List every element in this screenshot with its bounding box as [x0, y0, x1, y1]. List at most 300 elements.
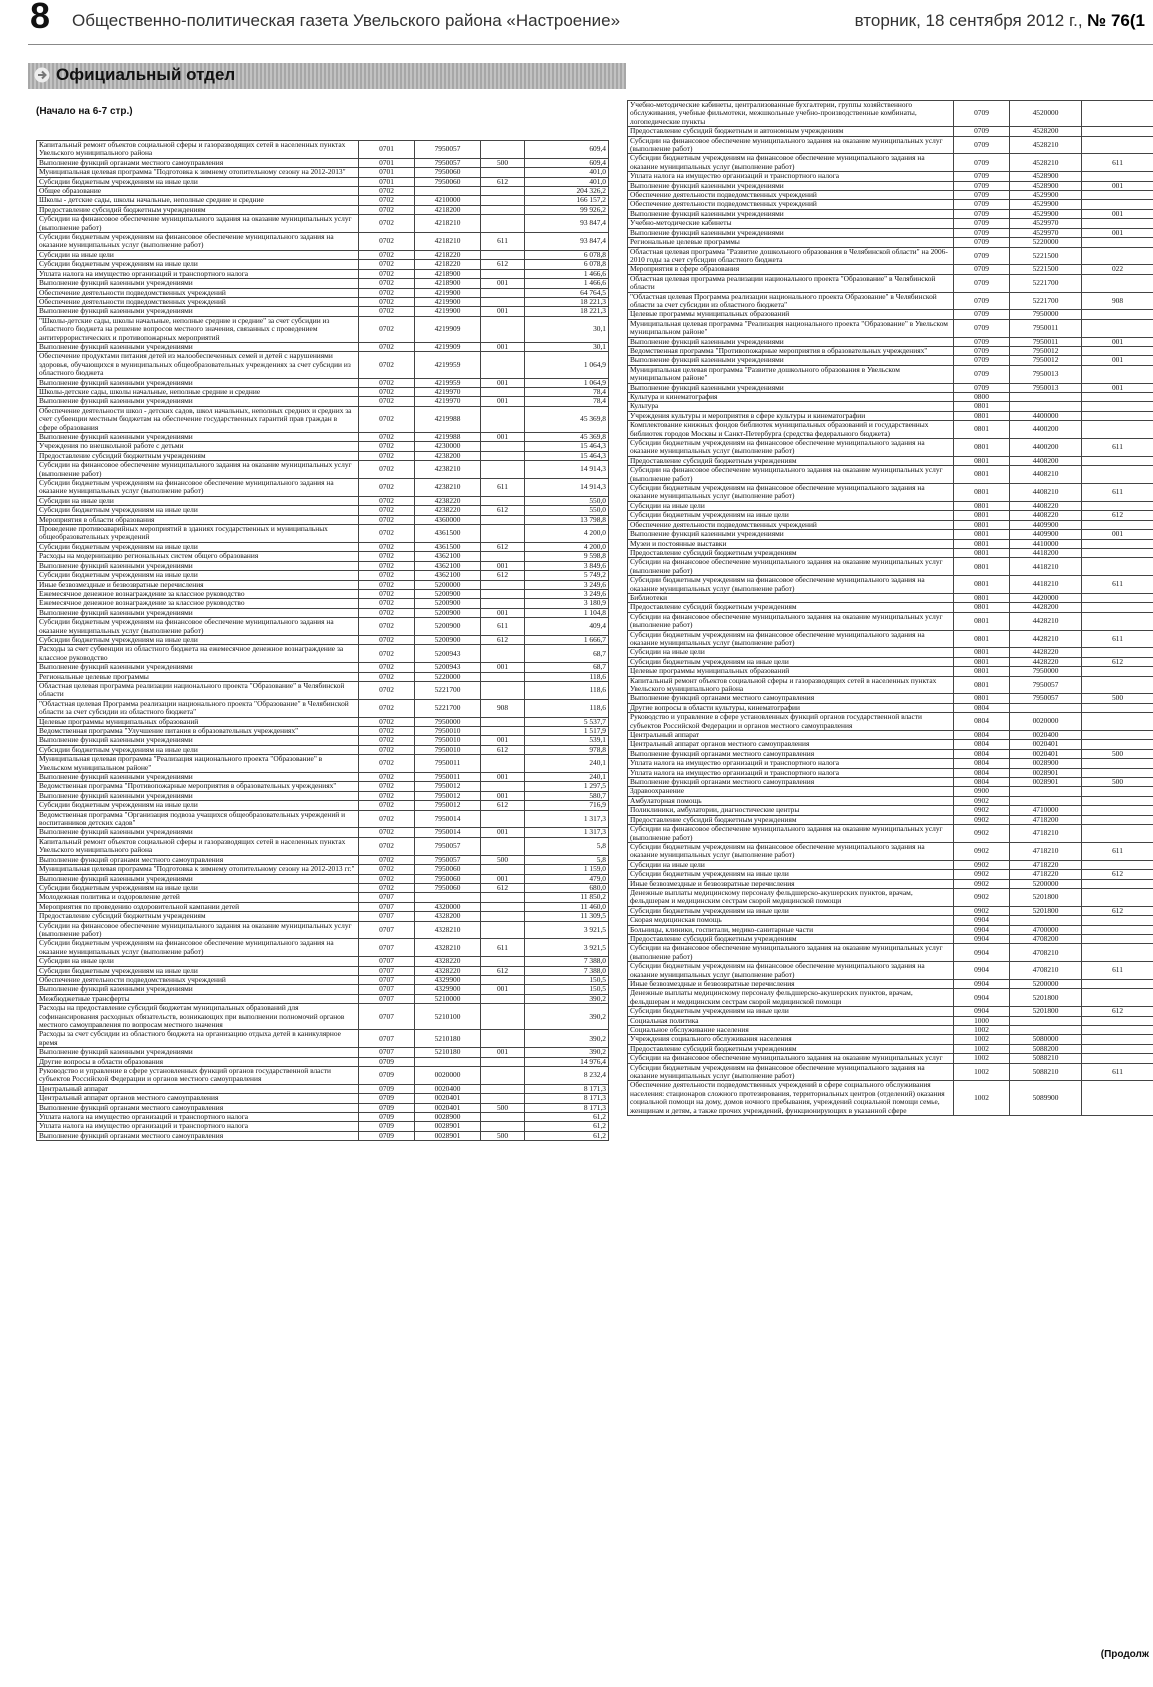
- target-code-cell: 4529970: [1010, 228, 1082, 237]
- amount-cell: 680,0: [525, 883, 609, 892]
- table-row: [37, 1131, 609, 1140]
- table-row: [628, 292, 1153, 310]
- table-row: [628, 191, 1153, 200]
- expense-type-cell: [1082, 501, 1153, 510]
- target-code-cell: 5201800: [1010, 989, 1082, 1007]
- item-name-cell: Обеспечение деятельности подведомственных учреждений в сфере социального обслуживания населения: стационаров сложного протезирования, территориальных центров (отделений) оказания социальной помощи на дому, домов ночного пребывания, учреждений социальной помощи семье, женщинам и детям, а также прочих учреждений, функционирующих в указанной сфере: [628, 1081, 954, 1116]
- item-name-cell: Субсидии бюджетным учреждениям на финансовое обеспечение муниципального задания на оказание муниципальных услуг (выполнение работ): [628, 154, 954, 172]
- item-name-cell: Выполнение функций органами местного самоуправления: [628, 749, 954, 758]
- item-name-cell: Предоставление субсидий бюджетным и автономным учреждениям: [628, 127, 954, 136]
- target-code-cell: [415, 187, 481, 196]
- section-code-cell: 0702: [359, 196, 415, 205]
- item-name-cell: Предоставление субсидий бюджетным учреждениям: [628, 603, 954, 612]
- item-name-cell: Руководство и управление в сфере установленных функций органов государственной власти субъектов Российской Федерации и органов местного самоуправления: [37, 1067, 359, 1085]
- amount-cell: 1 466,6: [525, 269, 609, 278]
- expense-type-cell: [481, 406, 525, 432]
- table-row: [628, 989, 1153, 1007]
- expense-type-cell: [1082, 1016, 1153, 1025]
- expense-type-cell: [1082, 219, 1153, 228]
- header-rule: [28, 44, 1153, 45]
- expense-type-cell: [1082, 393, 1153, 402]
- section-code-cell: 0801: [954, 484, 1010, 502]
- amount-cell: 8 171,3: [525, 1094, 609, 1103]
- issue-number: № 76(1: [1087, 11, 1145, 30]
- item-name-cell: Учебно-методические кабинеты: [628, 219, 954, 228]
- table-row: [37, 378, 609, 387]
- expense-type-cell: 001: [481, 791, 525, 800]
- expense-type-cell: 611: [1082, 484, 1153, 502]
- item-name-cell: Выполнение функций казенными учреждениями: [37, 828, 359, 837]
- item-name-cell: Социальное обслуживание населения: [628, 1026, 954, 1035]
- item-name-cell: "Областная целевая Программа реализации национального проекта "Образование" в Челябинской области за счет субсидии из областного бюджета": [37, 699, 359, 717]
- expense-type-cell: 612: [481, 883, 525, 892]
- item-name-cell: Школы-детские сады, школы начальные, неполные средние и средние: [37, 387, 359, 396]
- section-code-cell: 0709: [954, 154, 1010, 172]
- item-name-cell: Выполнение функций казенными учреждениями: [628, 209, 954, 218]
- table-row: [628, 944, 1153, 962]
- table-row: [628, 778, 1153, 787]
- section-code-cell: 0707: [359, 893, 415, 902]
- target-code-cell: 5088210: [1010, 1054, 1082, 1063]
- item-name-cell: Школы - детские сады, школы начальные, неполные средние и средние: [37, 196, 359, 205]
- target-code-cell: 4718210: [1010, 842, 1082, 860]
- expense-type-cell: [481, 672, 525, 681]
- expense-type-cell: [481, 141, 525, 159]
- target-code-cell: 5200900: [415, 599, 481, 608]
- item-name-cell: Другие вопросы в области образования: [37, 1057, 359, 1066]
- table-row: [628, 411, 1153, 420]
- expense-type-cell: [481, 461, 525, 479]
- amount-cell: 93 847,4: [525, 233, 609, 251]
- section-code-cell: 0702: [359, 542, 415, 551]
- amount-cell: 6 078,8: [525, 250, 609, 259]
- expense-type-cell: 001: [1082, 228, 1153, 237]
- expense-type-cell: 001: [481, 985, 525, 994]
- target-code-cell: 5200900: [415, 608, 481, 617]
- expense-type-cell: [1082, 456, 1153, 465]
- target-code-cell: 0020401: [1010, 749, 1082, 758]
- item-name-cell: Региональные целевые программы: [37, 672, 359, 681]
- target-code-cell: 4428220: [1010, 657, 1082, 666]
- section-code-cell: 0800: [954, 393, 1010, 402]
- item-name-cell: Региональные целевые программы: [628, 238, 954, 247]
- table-row: [37, 782, 609, 791]
- expense-type-cell: [481, 552, 525, 561]
- target-code-cell: 5088210: [1010, 1063, 1082, 1081]
- table-row: [628, 888, 1153, 906]
- expense-type-cell: 612: [481, 177, 525, 186]
- amount-cell: 401,0: [525, 177, 609, 186]
- expense-type-cell: 611: [1082, 576, 1153, 594]
- item-name-cell: Капитальный ремонт объектов социальной сферы и газоразводящих сетей в населенных пунктах Увельского муниципального района: [628, 676, 954, 694]
- item-name-cell: Субсидии на иные цели: [628, 860, 954, 869]
- amount-cell: 390,2: [525, 1004, 609, 1030]
- expense-type-cell: 500: [1082, 749, 1153, 758]
- section-code-cell: 0801: [954, 593, 1010, 602]
- expense-type-cell: [1082, 346, 1153, 355]
- expense-type-cell: [1082, 815, 1153, 824]
- table-row: [37, 985, 609, 994]
- table-row: [628, 501, 1153, 510]
- table-row: [37, 663, 609, 672]
- item-name-cell: Выполнение функций казенными учреждениями: [37, 663, 359, 672]
- item-name-cell: Капитальный ремонт объектов социальной сферы и газоразводящих сетей в населенных пунктах Увельского муниципального района: [37, 837, 359, 855]
- table-row: [628, 768, 1153, 777]
- target-code-cell: [1010, 402, 1082, 411]
- section-code-cell: 0702: [359, 645, 415, 663]
- amount-cell: 61,2: [525, 1131, 609, 1140]
- item-name-cell: Ведомственная программа "Противопожарные мероприятия в образовательных учреждениях": [628, 346, 954, 355]
- expense-type-cell: 500: [481, 158, 525, 167]
- item-name-cell: Выполнение функций казенными учреждениями: [37, 342, 359, 351]
- table-row: [37, 187, 609, 196]
- target-code-cell: 4328210: [415, 939, 481, 957]
- table-row: [37, 837, 609, 855]
- table-row: [37, 681, 609, 699]
- section-code-cell: 0801: [954, 456, 1010, 465]
- expense-type-cell: 001: [481, 773, 525, 782]
- amount-cell: 5,8: [525, 855, 609, 864]
- expense-type-cell: [1082, 648, 1153, 657]
- target-code-cell: 0020000: [1010, 713, 1082, 731]
- amount-cell: 7 388,0: [525, 957, 609, 966]
- table-row: [628, 209, 1153, 218]
- item-name-cell: Ведомственная программа "Организация подвоза учащихся общеобразовательных учреждений и воспитанников детских садов": [37, 810, 359, 828]
- item-name-cell: Денежные выплаты медицинскому персоналу фельдшерско-акушерских пунктов, врачам, фельдшерам и медицинским сестрам скорой медицинской помощи: [628, 888, 954, 906]
- target-code-cell: 4238220: [415, 506, 481, 515]
- target-code-cell: 4520000: [1010, 101, 1082, 127]
- expense-type-cell: 001: [481, 307, 525, 316]
- section-code-cell: 0702: [359, 791, 415, 800]
- section-code-cell: 0702: [359, 717, 415, 726]
- expense-type-cell: [481, 599, 525, 608]
- table-row: [628, 694, 1153, 703]
- section-code-cell: 0709: [359, 1103, 415, 1112]
- table-row: [37, 828, 609, 837]
- target-code-cell: 4219959: [415, 352, 481, 378]
- section-code-cell: 0801: [954, 548, 1010, 557]
- item-name-cell: Здравоохранение: [628, 787, 954, 796]
- table-row: [628, 860, 1153, 869]
- amount-cell: 1 466,6: [525, 279, 609, 288]
- item-name-cell: Молодежная политика и оздоровление детей: [37, 893, 359, 902]
- target-code-cell: 7950012: [415, 791, 481, 800]
- table-row: [628, 466, 1153, 484]
- table-row: [37, 479, 609, 497]
- table-row: [37, 561, 609, 570]
- expense-type-cell: [481, 1067, 525, 1085]
- amount-cell: 1 064,9: [525, 378, 609, 387]
- amount-cell: 118,6: [525, 681, 609, 699]
- target-code-cell: 7950011: [1010, 337, 1082, 346]
- section-code-cell: 0702: [359, 378, 415, 387]
- section-code-cell: 0804: [954, 768, 1010, 777]
- section-code-cell: 0902: [954, 796, 1010, 805]
- target-code-cell: 5221700: [1010, 292, 1082, 310]
- section-code-cell: 0902: [954, 879, 1010, 888]
- item-name-cell: Уплата налога на имущество организаций и транспортного налога: [37, 269, 359, 278]
- expense-type-cell: [1082, 825, 1153, 843]
- table-row: [628, 1026, 1153, 1035]
- section-code-cell: 0702: [359, 269, 415, 278]
- item-name-cell: Субсидии бюджетным учреждениям на иные цели: [628, 1007, 954, 1016]
- expense-type-cell: [481, 1030, 525, 1048]
- target-code-cell: 4361500: [415, 542, 481, 551]
- expense-type-cell: 500: [481, 1131, 525, 1140]
- page-header: [0, 0, 1153, 44]
- target-code-cell: 0020000: [415, 1067, 481, 1085]
- target-code-cell: [1010, 703, 1082, 712]
- section-code-cell: 0702: [359, 663, 415, 672]
- section-code-cell: 0702: [359, 599, 415, 608]
- section-code-cell: 0902: [954, 906, 1010, 915]
- item-name-cell: Обеспечение продуктами питания детей из малообеспеченных семей и детей с нарушениями здоровья, обучающихся в муниципальных общеобразовательных учреждениях за счет субсидии из областного бюджета: [37, 352, 359, 378]
- expense-type-cell: [1082, 421, 1153, 439]
- budget-table-right: [627, 100, 1153, 1116]
- amount-cell: 118,6: [525, 699, 609, 717]
- item-name-cell: Музеи и постоянные выставки: [628, 539, 954, 548]
- expense-type-cell: 500: [481, 1103, 525, 1112]
- expense-type-cell: 001: [481, 279, 525, 288]
- item-name-cell: Мероприятия в области образования: [37, 515, 359, 524]
- section-code-cell: 0707: [359, 912, 415, 921]
- amount-cell: 118,6: [525, 672, 609, 681]
- section-code-cell: 0804: [954, 759, 1010, 768]
- expense-type-cell: [1082, 402, 1153, 411]
- item-name-cell: Денежные выплаты медицинскому персоналу фельдшерско-акушерских пунктов, врачам, фельдшерам и медицинским сестрам скорой медицинской помощи: [628, 989, 954, 1007]
- item-name-cell: Расходы за счет субвенции из областного бюджета на ежемесячное денежное вознаграждение за классное руководство: [37, 645, 359, 663]
- expense-type-cell: [481, 717, 525, 726]
- item-name-cell: Субсидии бюджетным учреждениям на иные цели: [37, 745, 359, 754]
- issue-date: [855, 11, 1145, 31]
- target-code-cell: 0028900: [1010, 759, 1082, 768]
- item-name-cell: Субсидии на иные цели: [628, 501, 954, 510]
- table-row: [628, 731, 1153, 740]
- section-code-cell: 0702: [359, 187, 415, 196]
- item-name-cell: Субсидии бюджетным учреждениям на иные цели: [37, 177, 359, 186]
- item-name-cell: Выполнение функций органами местного самоуправления: [628, 694, 954, 703]
- target-code-cell: [415, 893, 481, 902]
- target-code-cell: 5221700: [1010, 274, 1082, 292]
- item-name-cell: Культура: [628, 402, 954, 411]
- item-name-cell: Центральный аппарат: [628, 731, 954, 740]
- target-code-cell: 7950057: [415, 837, 481, 855]
- section-code-cell: 0709: [359, 1122, 415, 1131]
- item-name-cell: Обеспечение деятельности подведомственных учреждений: [37, 288, 359, 297]
- table-row: [628, 667, 1153, 676]
- expense-type-cell: [1082, 200, 1153, 209]
- target-code-cell: 4420000: [1010, 593, 1082, 602]
- item-name-cell: Капитальный ремонт объектов социальной сферы и газоразводящих сетей в населенных пунктах Увельского муниципального района: [37, 141, 359, 159]
- target-code-cell: 4528210: [1010, 154, 1082, 172]
- expense-type-cell: [481, 810, 525, 828]
- section-code-cell: 0702: [359, 433, 415, 442]
- target-code-cell: 4428210: [1010, 612, 1082, 630]
- table-row: [37, 442, 609, 451]
- amount-cell: 3 249,6: [525, 589, 609, 598]
- target-code-cell: 7950057: [1010, 694, 1082, 703]
- expense-type-cell: [481, 269, 525, 278]
- amount-cell: 99 926,2: [525, 205, 609, 214]
- target-code-cell: 4328210: [415, 921, 481, 939]
- amount-cell: 30,1: [525, 342, 609, 351]
- table-row: [628, 127, 1153, 136]
- amount-cell: 3 249,6: [525, 580, 609, 589]
- table-row: [628, 703, 1153, 712]
- table-row: [37, 542, 609, 551]
- table-row: [628, 136, 1153, 154]
- expense-type-cell: 612: [481, 745, 525, 754]
- section-code-cell: 0702: [359, 635, 415, 644]
- expense-type-cell: [481, 1122, 525, 1131]
- section-code-cell: 0801: [954, 402, 1010, 411]
- section-code-cell: 0702: [359, 883, 415, 892]
- target-code-cell: 5220000: [415, 672, 481, 681]
- item-name-cell: Субсидии на иные цели: [37, 957, 359, 966]
- section-code-cell: 0702: [359, 782, 415, 791]
- item-name-cell: Субсидии бюджетным учреждениям на иные цели: [37, 883, 359, 892]
- item-name-cell: Субсидии бюджетным учреждениям на финансовое обеспечение муниципального задания на оказание муниципальных услуг (выполнение работ): [37, 939, 359, 957]
- item-name-cell: Выполнение функций органами местного самоуправления: [628, 778, 954, 787]
- section-code-cell: 0702: [359, 387, 415, 396]
- table-row: [628, 879, 1153, 888]
- table-row: [37, 406, 609, 432]
- section-code-cell: 0801: [954, 676, 1010, 694]
- target-code-cell: [1010, 916, 1082, 925]
- expense-type-cell: 001: [1082, 181, 1153, 190]
- table-row: [628, 365, 1153, 383]
- section-code-cell: 0804: [954, 713, 1010, 731]
- section-code-cell: 0709: [954, 136, 1010, 154]
- expense-type-cell: [1082, 1026, 1153, 1035]
- expense-type-cell: 612: [1082, 906, 1153, 915]
- section-code-cell: 1002: [954, 1081, 1010, 1116]
- target-code-cell: 5201800: [1010, 1007, 1082, 1016]
- expense-type-cell: [481, 957, 525, 966]
- section-code-cell: 0702: [359, 496, 415, 505]
- section-code-cell: 0709: [359, 1067, 415, 1085]
- table-row: [37, 1057, 609, 1066]
- target-code-cell: 4529900: [1010, 209, 1082, 218]
- table-row: [628, 657, 1153, 666]
- item-name-cell: Ежемесячное денежное вознаграждение за классное руководство: [37, 589, 359, 598]
- amount-cell: 1 666,7: [525, 635, 609, 644]
- section-code-cell: 0801: [954, 411, 1010, 420]
- amount-cell: 609,4: [525, 158, 609, 167]
- expense-type-cell: [1082, 768, 1153, 777]
- expense-type-cell: [481, 187, 525, 196]
- section-code-cell: 0801: [954, 520, 1010, 529]
- item-name-cell: Скорая медицинская помощь: [628, 916, 954, 925]
- section-code-cell: 0702: [359, 307, 415, 316]
- amount-cell: 390,2: [525, 1048, 609, 1057]
- amount-cell: 11 309,5: [525, 912, 609, 921]
- target-code-cell: 7950010: [415, 736, 481, 745]
- amount-cell: 716,9: [525, 801, 609, 810]
- target-code-cell: 0028900: [415, 1113, 481, 1122]
- expense-type-cell: [1082, 319, 1153, 337]
- amount-cell: 7 388,0: [525, 966, 609, 975]
- item-name-cell: Субсидии на финансовое обеспечение муниципального задания на оказание муниципальных услуг: [628, 1054, 954, 1063]
- table-row: [37, 342, 609, 351]
- target-code-cell: 4408220: [1010, 501, 1082, 510]
- section-code-cell: 0702: [359, 773, 415, 782]
- table-row: [37, 250, 609, 259]
- section-code-cell: 0702: [359, 580, 415, 589]
- expense-type-cell: [481, 215, 525, 233]
- table-row: [628, 1035, 1153, 1044]
- table-row: [37, 1030, 609, 1048]
- expense-type-cell: [481, 1113, 525, 1122]
- table-row: [628, 439, 1153, 457]
- table-row: [37, 1084, 609, 1093]
- item-name-cell: Учебно-методические кабинеты, централизованные бухгалтерии, группы хозяйственного обслуживания, учебные фильмотеки, межшкольные учебно-производственные комбинаты, логопедические пункты: [628, 101, 954, 127]
- section-code-cell: 0801: [954, 694, 1010, 703]
- expense-type-cell: [481, 1084, 525, 1093]
- expense-type-cell: [481, 196, 525, 205]
- target-code-cell: 4529900: [1010, 191, 1082, 200]
- item-name-cell: Другие вопросы в области культуры, кинематографии: [628, 703, 954, 712]
- amount-cell: 390,2: [525, 1030, 609, 1048]
- item-name-cell: Выполнение функций казенными учреждениями: [628, 383, 954, 392]
- item-name-cell: Выполнение функций казенными учреждениями: [37, 736, 359, 745]
- table-row: [628, 101, 1153, 127]
- table-row: [37, 177, 609, 186]
- target-code-cell: 5200900: [415, 589, 481, 598]
- section-code-cell: 0707: [359, 1030, 415, 1048]
- expense-type-cell: [1082, 238, 1153, 247]
- table-row: [628, 1054, 1153, 1063]
- target-code-cell: 4218900: [415, 279, 481, 288]
- section-code-cell: 0709: [954, 238, 1010, 247]
- table-row: [37, 791, 609, 800]
- section-code-cell: 0707: [359, 921, 415, 939]
- target-code-cell: 4329900: [415, 975, 481, 984]
- table-row: [628, 1063, 1153, 1081]
- section-code-cell: 0707: [359, 1048, 415, 1057]
- target-code-cell: 5220000: [1010, 238, 1082, 247]
- target-code-cell: 7950000: [415, 717, 481, 726]
- amount-cell: 14 976,4: [525, 1057, 609, 1066]
- item-name-cell: Выполнение функций казенными учреждениями: [37, 773, 359, 782]
- section-code-cell: 0702: [359, 810, 415, 828]
- expense-type-cell: 500: [481, 855, 525, 864]
- item-name-cell: Субсидии бюджетным учреждениям на финансовое обеспечение муниципального задания на оказание муниципальных услуг (выполнение работ): [628, 630, 954, 648]
- section-code-cell: 0702: [359, 205, 415, 214]
- item-name-cell: Выполнение функций органами местного самоуправления: [37, 1131, 359, 1140]
- item-name-cell: Целевые программы муниципальных образований: [628, 310, 954, 319]
- section-code-cell: 0707: [359, 902, 415, 911]
- item-name-cell: Ежемесячное денежное вознаграждение за классное руководство: [37, 599, 359, 608]
- item-name-cell: Учреждения культуры и мероприятия в сфере культуры и кинематографии: [628, 411, 954, 420]
- target-code-cell: 4409900: [1010, 520, 1082, 529]
- expense-type-cell: 022: [1082, 265, 1153, 274]
- amount-cell: 1 317,3: [525, 810, 609, 828]
- target-code-cell: 4408200: [1010, 456, 1082, 465]
- item-name-cell: Уплата налога на имущество организаций и транспортного налога: [628, 172, 954, 181]
- section-code-cell: 0801: [954, 501, 1010, 510]
- section-code-cell: 0702: [359, 561, 415, 570]
- section-code-cell: 0709: [359, 1084, 415, 1093]
- item-name-cell: Выполнение функций казенными учреждениями: [37, 433, 359, 442]
- expense-type-cell: [1082, 274, 1153, 292]
- section-code-cell: 0801: [954, 576, 1010, 594]
- section-code-cell: 1002: [954, 1044, 1010, 1053]
- expense-type-cell: [481, 580, 525, 589]
- item-name-cell: Учреждения социального обслуживания населения: [628, 1035, 954, 1044]
- target-code-cell: 4408210: [1010, 484, 1082, 502]
- item-name-cell: Обеспечение деятельности подведомственных учреждений: [628, 191, 954, 200]
